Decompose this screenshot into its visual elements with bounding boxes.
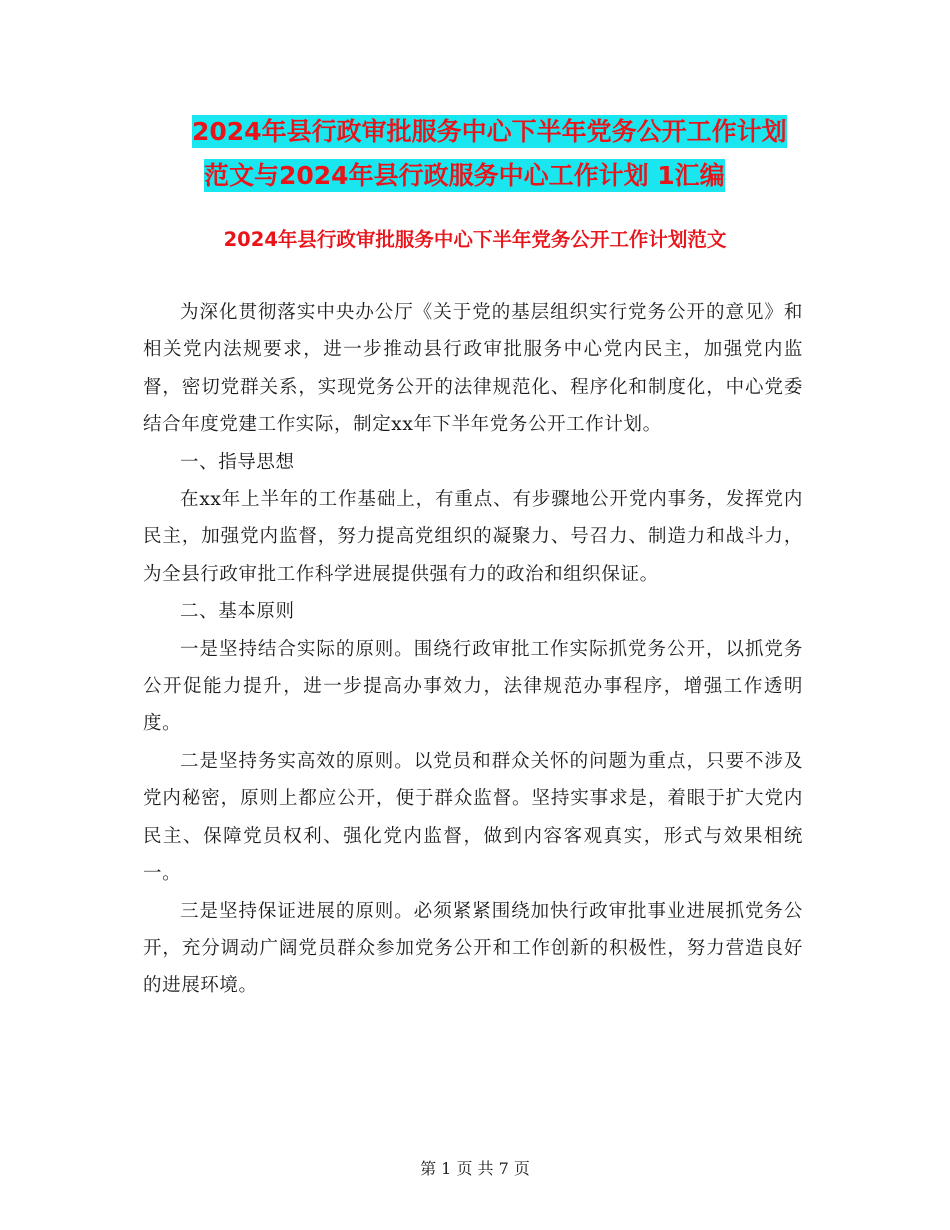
- page-footer: 第 1 页 共 7 页: [420, 1159, 530, 1178]
- main-title-line-1: [192, 112, 892, 148]
- paragraph-principle-3: 三是坚持保证进展的原则。必须紧紧围绕加快行政审批事业进展抓党务公开，充分调动广阔党员群众参加党务公开和工作创新的积极性，努力营造良好的进展环境。: [143, 900, 803, 997]
- document-body: [143, 294, 803, 1005]
- main-title-highlight: 2024年县行政审批服务中心下半年党务公开工作计划: [192, 117, 787, 146]
- heading-guiding-ideology: 一、指导思想: [180, 451, 295, 473]
- paragraph-guiding-ideology: 在xx年上半年的工作基础上，有重点、有步骤地公开党内事务，发挥党内民主，加强党内监督，努力提高党组织的凝聚力、号召力、制造力和战斗力，为全县行政审批工作科学进展提供强有力的政治和组织保证。: [143, 489, 803, 585]
- heading-basic-principles: 二、基本原则: [180, 601, 295, 623]
- paragraph-principle-2: 二是坚持务实高效的原则。以党员和群众关怀的问题为重点，只要不涉及党内秘密，原则上都应公开，便于群众监督。坚持实事求是，着眼于扩大党内民主、保障党员权利、强化党内监督，做到内容客观真实，形式与效果相统一。: [143, 750, 803, 885]
- paragraph-principle-1: 一是坚持结合实际的原则。围绕行政审批工作实际抓党务公开，以抓党务公开促能力提升，进一步提高办事效力，法律规范办事程序，增强工作透明度。: [143, 638, 803, 735]
- paragraph-intro: 为深化贯彻落实中央办公厅《关于党的基层组织实行党务公开的意见》和相关党内法规要求，进一步推动县行政审批服务中心党内民主，加强党内监督，密切党群关系，实现党务公开的法律规范化、程序化和制度化，中心党委结合年度党建工作实际，制定xx年下半年党务公开工作计划。: [143, 302, 803, 436]
- section-title: 2024年县行政审批服务中心下半年党务公开工作计划范文: [223, 228, 727, 251]
- main-title-line-2: [204, 156, 904, 192]
- main-title-highlight: 范文与2024年县行政服务中心工作计划 1汇编: [204, 161, 725, 190]
